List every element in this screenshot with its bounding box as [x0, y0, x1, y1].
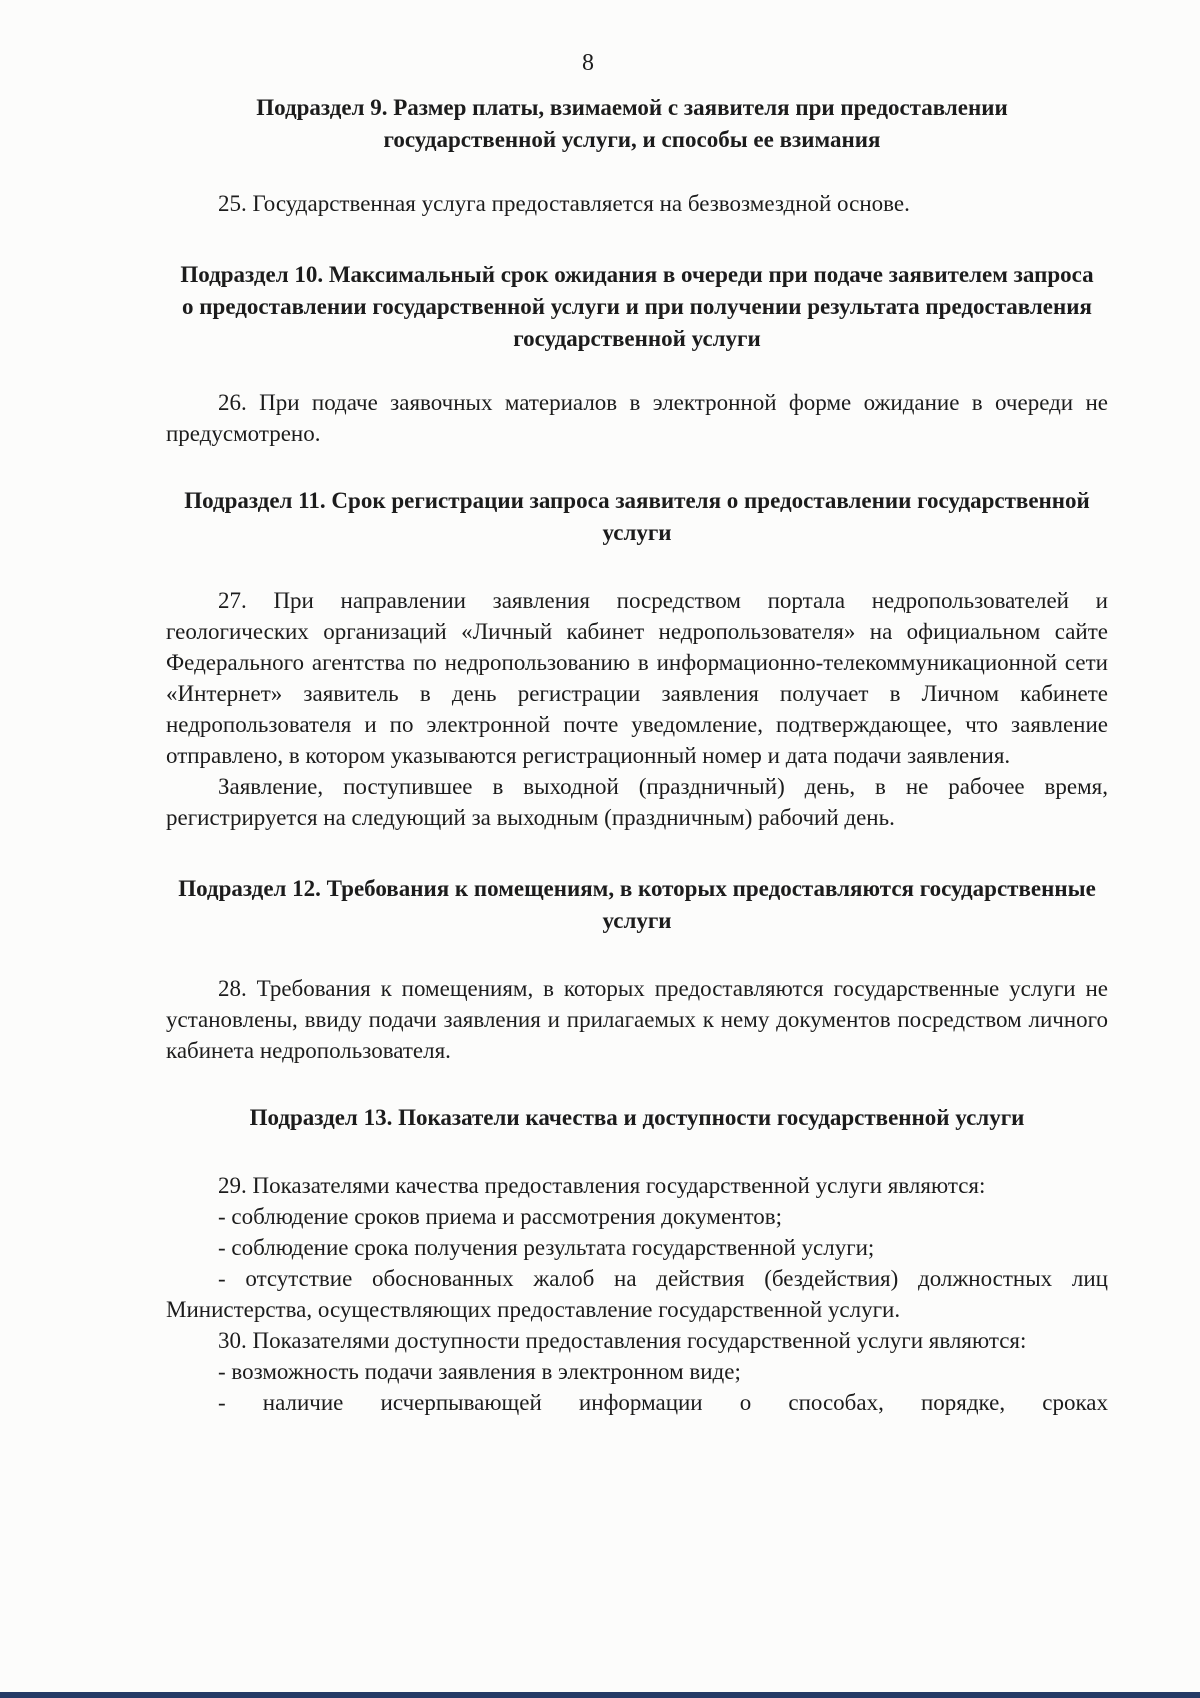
- paragraph: 26. При подаче заявочных материалов в электронной форме ожидание в очереди не предусмотрено.: [166, 390, 1108, 446]
- section-heading: Подраздел 13. Показатели качества и доступности государственной услуги: [249, 1105, 1025, 1130]
- section-heading: Подраздел 10. Максимальный срок ожидания в очереди при подаче заявителем запроса о предоставлении государственной услуги и при получении результата предоставления государственной услуги: [180, 262, 1094, 351]
- document-body: [166, 92, 1108, 1418]
- paragraph: 29. Показателями качества предоставления государственной услуги являются:: [218, 1173, 986, 1198]
- paragraph: 28. Требования к помещениям, в которых предоставляются государственные услуги не установлены, ввиду подачи заявления и прилагаемых к нему документов посредством личного кабинета недропользователя.: [166, 976, 1108, 1063]
- paragraph: 27. При направлении заявления посредством портала недропользователей и геологических организаций «Личный кабинет недропользователя» на официальном сайте Федерального агентства по недропользованию в информационно-телекоммуникационной сети «Интернет» заявитель в день регистрации заявления получает в Личном кабинете недропользователя и по электронной почте уведомление, подтверждающее, что заявление отправлено, в котором указываются регистрационный номер и дата подачи заявления.: [166, 588, 1108, 768]
- list-item: - соблюдение срока получения результата государственной услуги;: [218, 1235, 875, 1260]
- list-item: - соблюдение сроков приема и рассмотрения документов;: [218, 1204, 782, 1229]
- list-item: - наличие исчерпывающей информации о способах, порядке, сроках: [218, 1390, 1108, 1415]
- page-number: 8: [582, 50, 594, 76]
- scan-edge-rule: [0, 1692, 1200, 1698]
- paragraph: 30. Показателями доступности предоставления государственной услуги являются:: [218, 1328, 1027, 1353]
- list-item: - возможность подачи заявления в электронном виде;: [218, 1359, 741, 1384]
- paragraph: 25. Государственная услуга предоставляется на безвозмездной основе.: [218, 191, 910, 216]
- section-heading: Подраздел 12. Требования к помещениям, в которых предоставляются государственные услуги: [178, 876, 1096, 933]
- section-heading: Подраздел 9. Размер платы, взимаемой с заявителя при предоставлении государственной услуги, и способы ее взимания: [256, 95, 1008, 152]
- section-heading: Подраздел 11. Срок регистрации запроса заявителя о предоставлении государственной услуги: [184, 488, 1090, 545]
- paragraph: Заявление, поступившее в выходной (праздничный) день, в не рабочее время, регистрируется на следующий за выходным (праздничным) рабочий день.: [166, 774, 1108, 830]
- list-item: - отсутствие обоснованных жалоб на действия (бездействия) должностных лиц Министерства, осуществляющих предоставление государственной услуги.: [166, 1266, 1108, 1322]
